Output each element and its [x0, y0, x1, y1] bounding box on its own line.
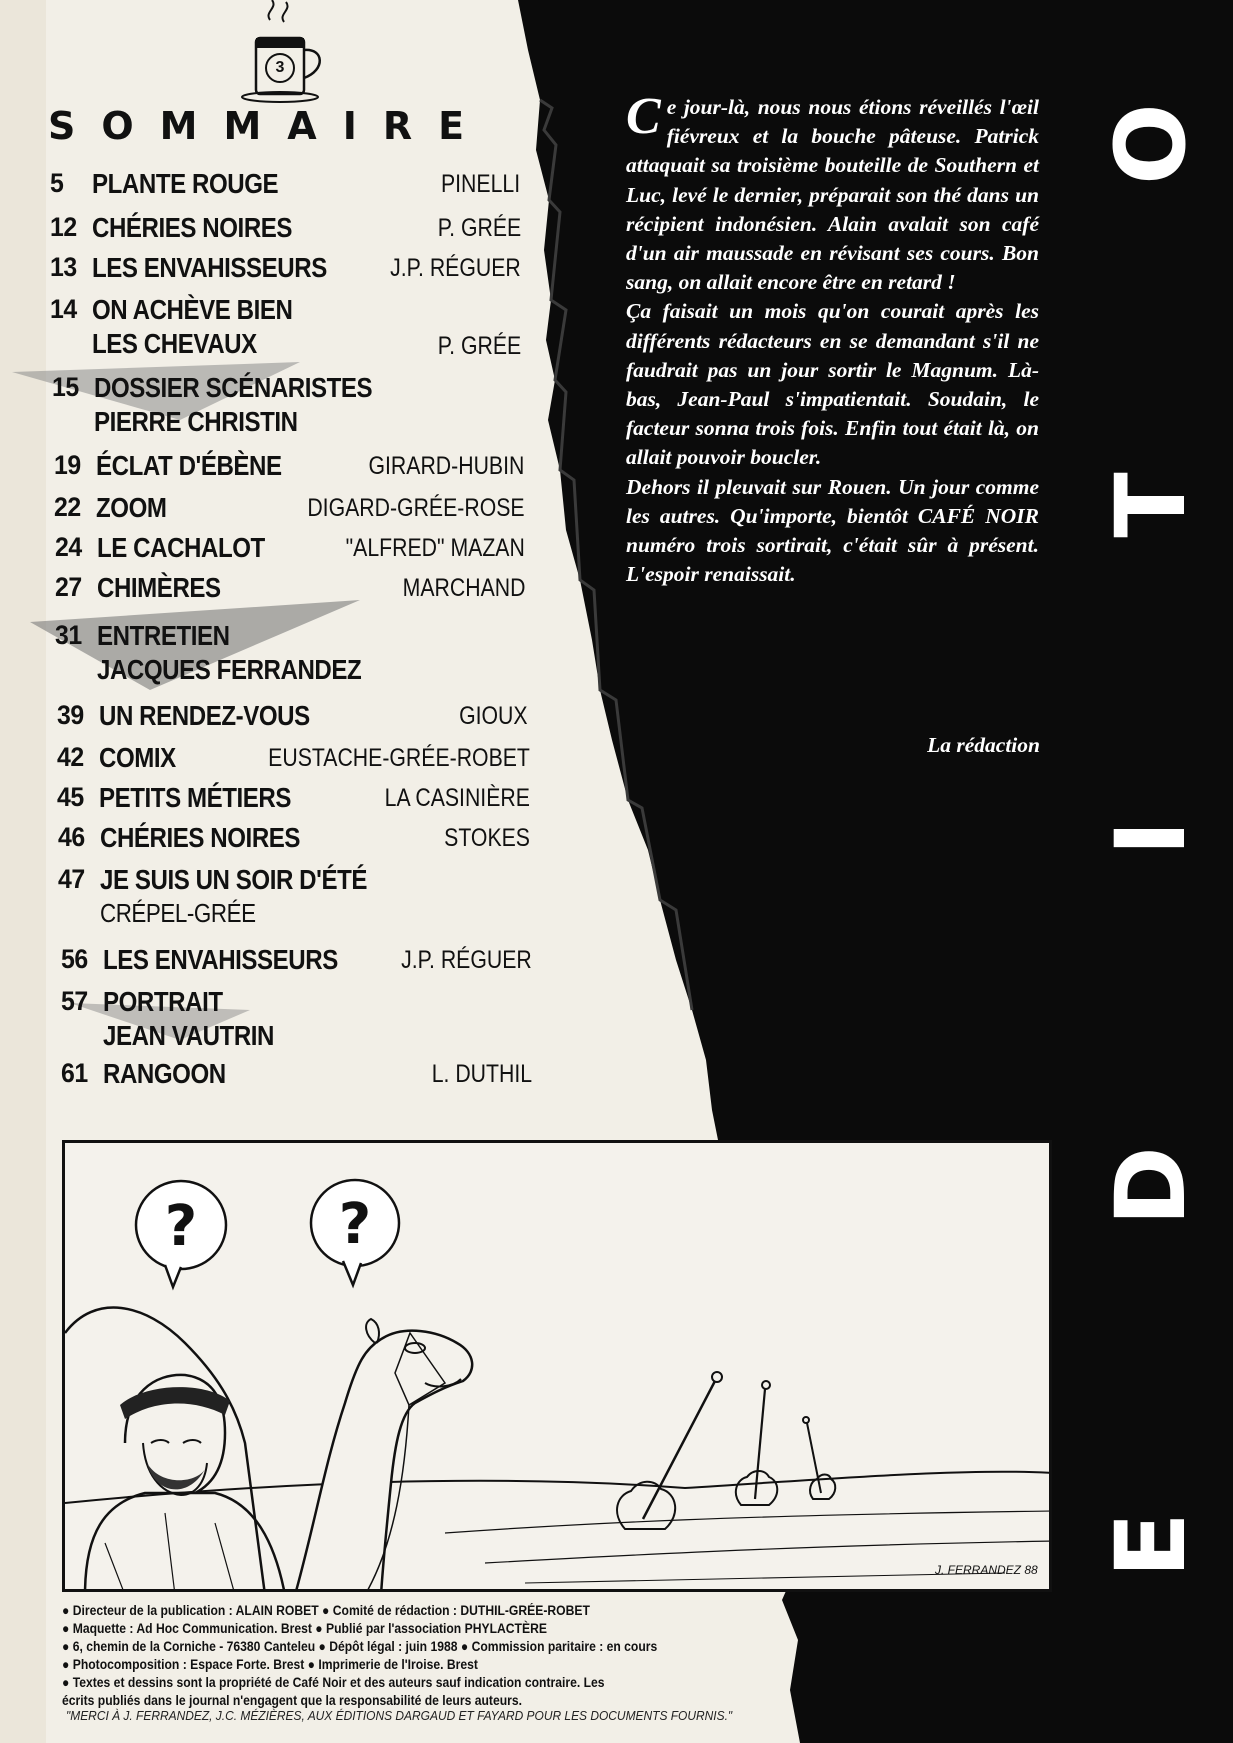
toc-author: GIOUX [459, 702, 528, 730]
toc-title-line2: CRÉPEL-GRÉE [100, 898, 256, 928]
toc-title: RANGOON [103, 1058, 226, 1089]
toc-title: COMIX [99, 742, 176, 773]
toc-author: "ALFRED" MAZAN [345, 534, 525, 562]
toc-title: ÉCLAT D'ÉBÈNE [96, 450, 282, 481]
toc-page-number: 42 [57, 742, 84, 772]
edito-letter-t: T [1095, 472, 1207, 538]
edito-letter-i: I [1095, 820, 1207, 856]
imprint-line: ● Photocomposition : Espace Forte. Brest ● Imprimerie de l'Iroise. Brest [62, 1657, 478, 1672]
toc-title: ZOOM [96, 492, 167, 523]
toc-title: LE CACHALOT [97, 532, 265, 563]
toc-title: DOSSIER SCÉNARISTES [94, 372, 373, 403]
toc-page-number: 47 [58, 864, 85, 894]
toc-title: PORTRAIT [103, 986, 223, 1017]
speech-bubble-2: ? [338, 1192, 372, 1257]
toc-title: CHIMÈRES [97, 572, 221, 603]
toc-title: UN RENDEZ-VOUS [99, 700, 310, 731]
toc-title-line2: LES CHEVAUX [92, 328, 257, 359]
toc-page-number: 14 [50, 294, 77, 324]
edito-letter-e: E [1095, 1512, 1207, 1578]
toc-title: PLANTE ROUGE [92, 168, 279, 199]
edito-letter-d: D [1095, 1146, 1207, 1226]
comic-panel [62, 1140, 1052, 1592]
edito-letter-o: O [1095, 103, 1207, 185]
toc-title: ENTRETIEN [97, 620, 230, 651]
imprint-line: ● Textes et dessins sont la propriété de Café Noir et des auteurs sauf indication contraire. Les [62, 1675, 605, 1690]
toc-author: J.P. RÉGUER [401, 946, 532, 974]
imprint-line: écrits publiés dans le journal n'engagent que la responsabilité de leurs auteurs. [62, 1693, 522, 1708]
toc-title-line2: JACQUES FERRANDEZ [97, 654, 362, 685]
toc-page-number: 39 [57, 700, 84, 730]
toc-author: L. DUTHIL [431, 1060, 532, 1088]
toc-page-number: 22 [54, 492, 81, 522]
toc-page-number: 19 [54, 450, 81, 480]
editorial-paragraph-1: e jour-là, nous nous étions réveillés l'œil fiévreux et la bouche pâteuse. Patrick attaquait sa troisième bouteille de Southern et Luc, levé le dernier, préparait son thé dans un récipient indonésien. Alain avalait son café d'un air maussade en révisant ses cours. Bon sang, on allait encore être en retard ! [626, 95, 1039, 295]
toc-page-number: 45 [57, 782, 84, 812]
toc-page-number: 15 [52, 372, 79, 402]
speech-bubble-1: ? [164, 1194, 198, 1259]
toc-title: JE SUIS UN SOIR D'ÉTÉ [100, 864, 367, 895]
editorial-text [626, 88, 1039, 589]
sommaire-title: SOMMAIRE [48, 104, 491, 148]
issue-number: 3 [265, 53, 295, 83]
toc-title: CHÉRIES NOIRES [100, 822, 301, 853]
toc-author: DIGARD-GRÉE-ROSE [307, 494, 525, 522]
toc-page-number: 24 [55, 532, 82, 562]
toc-page-number: 31 [55, 620, 82, 650]
toc-author: P. GRÉE [437, 332, 521, 360]
toc-author: EUSTACHE-GRÉE-ROBET [268, 744, 530, 772]
toc-title-line2: JEAN VAUTRIN [103, 1020, 275, 1051]
toc-title: CHÉRIES NOIRES [92, 212, 293, 243]
toc-author: STOKES [444, 824, 530, 852]
imprint-line: ● Maquette : Ad Hoc Communication. Brest ● Publié par l'association PHYLACTÈRE [62, 1621, 547, 1636]
editorial-paragraph-3: Dehors il pleuvait sur Rouen. Un jour comme les autres. Qu'importe, bientôt CAFÉ NOIR numéro trois sortirait, c'était sûr à présent. L'espoir renaissait. [626, 474, 1039, 587]
toc-author: LA CASINIÈRE [384, 784, 530, 812]
toc-title: LES ENVAHISSEURS [92, 252, 327, 283]
toc-title: PETITS MÉTIERS [99, 782, 291, 813]
toc-page-number: 27 [55, 572, 82, 602]
editorial-paragraph-2: Ça faisait un mois qu'on courait après les différents rédacteurs en se demandant s'il ne faudrait pas un jour sortir le Magnum. Là-bas, Jean-Paul s'impatientait. Soudain, le facteur sonna trois fois. Enfin tout était là, on allait pouvoir boucler. [626, 299, 1039, 470]
desert-illustration [65, 1143, 1052, 1592]
toc-page-number: 61 [61, 1058, 88, 1088]
toc-author: J.P. RÉGUER [390, 254, 521, 282]
toc-title: LES ENVAHISSEURS [103, 944, 338, 975]
toc-author: GIRARD-HUBIN [368, 452, 524, 480]
imprint-block [62, 1602, 658, 1710]
thanks-note: "MERCI À J. FERRANDEZ, J.C. MÉZIÈRES, AUX ÉDITIONS DARGAUD ET FAYARD POUR LES DOCUMENTS FOURNIS." [66, 1708, 733, 1723]
imprint-line: ● Directeur de la publication : ALAIN ROBET ● Comité de rédaction : DUTHIL-GRÉE-ROBET [62, 1603, 590, 1618]
toc-page-number: 13 [50, 252, 77, 282]
editorial-signature: La rédaction [927, 733, 1040, 757]
imprint-line: ● 6, chemin de la Corniche - 76380 Canteleu ● Dépôt légal : juin 1988 ● Commission paritaire : en cours [62, 1639, 658, 1654]
toc-title-line2: PIERRE CHRISTIN [94, 406, 298, 437]
toc-author: PINELLI [440, 170, 520, 198]
toc-author: P. GRÉE [437, 214, 521, 242]
toc-author: MARCHAND [402, 574, 525, 602]
toc-page-number: 12 [50, 212, 77, 242]
toc-page-number: 5 [50, 168, 64, 198]
drop-cap: C [626, 88, 661, 145]
artist-signature: J. FERRANDEZ 88 [935, 1563, 1038, 1577]
toc-page-number: 57 [61, 986, 88, 1016]
toc-page-number: 46 [58, 822, 85, 852]
toc-page-number: 56 [61, 944, 88, 974]
toc-title: ON ACHÈVE BIEN [92, 294, 293, 325]
